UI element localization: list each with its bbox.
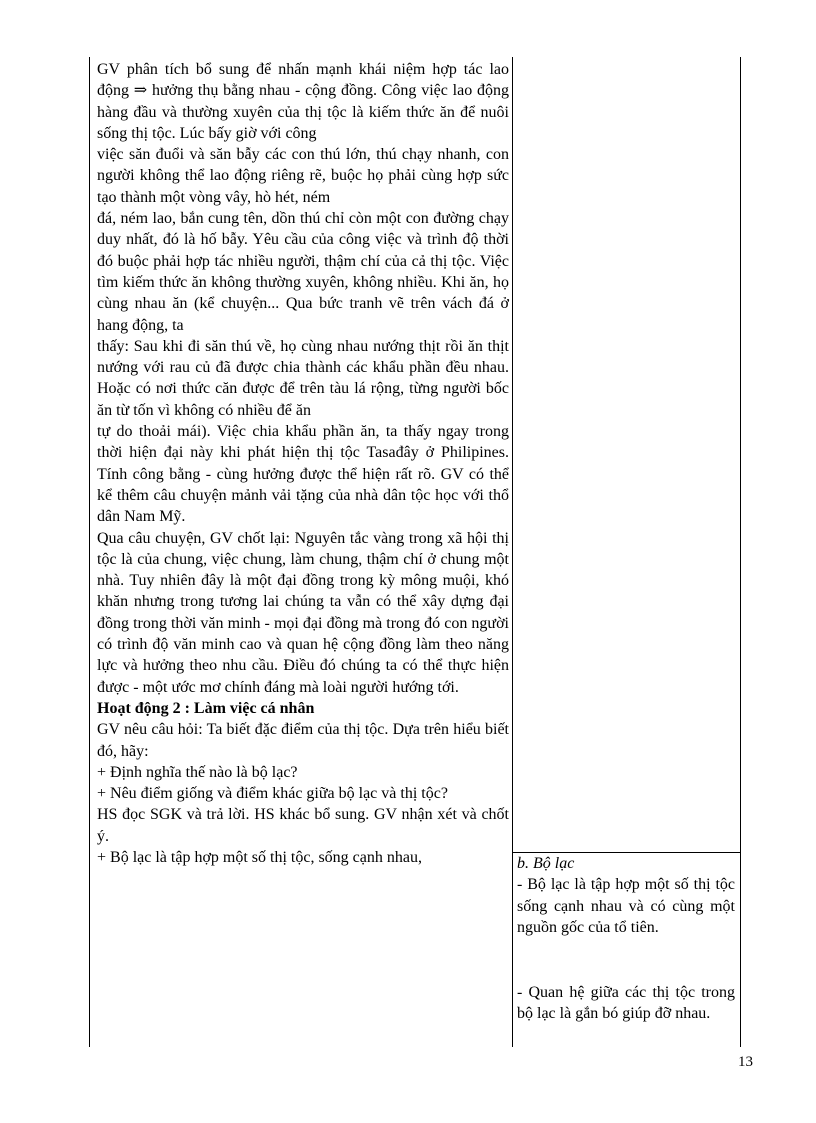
paragraph: - Bộ lạc là tập hợp một số thị tộc sống cạnh nhau và có cùng một nguồn gốc của tổ tiên. xyxy=(517,876,735,936)
section-heading: b. Bộ lạc xyxy=(517,855,575,872)
paragraph: việc săn đuổi và săn bẫy các con thú lớn, thú chạy nhanh, con người không thể lao động riêng rẽ, buộc họ phải cùng hợp sức tạo thành một vòng vây, hò hét, ném xyxy=(97,146,509,206)
paragraph: thấy: Sau khi đi săn thú về, họ cùng nhau nướng thịt rồi ăn thịt nướng với rau củ đã được chia thành các khẩu phần đều nhau. Hoặc có nơi thức căn được để trên tàu lá rộng, từng người bốc ăn từ tốn vì không có nhiều để ăn xyxy=(97,337,509,419)
paragraph: + Định nghĩa thế nào là bộ lạc? xyxy=(97,763,298,781)
paragraph: HS đọc SGK và trả lời. HS khác bổ sung. GV nhận xét và chốt ý. xyxy=(97,806,509,845)
paragraph: đá, ném lao, bắn cung tên, dồn thú chỉ còn một con đường chạy duy nhất, đó là hố bẫy. Yêu cầu của công việc và trình độ thời đó buộc phải hợp tác nhiều người, thậm chí của cả thị tộc. Việc tìm kiếm thức ăn không thường xuyên, không nhiều. Khi ăn, họ cùng nhau ăn (kể chuyện... Qua bức tranh vẽ trên vách đá ở hang động, ta xyxy=(97,210,509,334)
left-column xyxy=(97,59,509,868)
paragraph: GV nêu câu hỏi: Ta biết đặc điểm của thị tộc. Dựa trên hiểu biết đó, hãy: xyxy=(97,721,509,760)
activity-heading: Hoạt động 2 : Làm việc cá nhân xyxy=(97,699,315,717)
paragraph: + Bộ lạc là tập hợp một số thị tộc, sống cạnh nhau, xyxy=(97,848,422,866)
table-left-border xyxy=(89,57,90,1047)
right-column-upper xyxy=(517,853,735,938)
paragraph: - Quan hệ giữa các thị tộc trong bộ lạc là gắn bó giúp đỡ nhau. xyxy=(517,984,735,1023)
column-divider xyxy=(512,57,513,1047)
table-right-border xyxy=(740,57,741,1047)
page-number: 13 xyxy=(738,1054,753,1070)
paragraph: GV phân tích bổ sung để nhấn mạnh khái niệm hợp tác lao động ⇒ hưởng thụ bằng nhau - cộng đồng. Công việc lao động hàng đầu và thường xuyên của thị tộc là kiếm thức ăn để nuôi sống thị tộc. Lúc bấy giờ với công xyxy=(97,61,509,142)
paragraph: tự do thoải mái). Việc chia khẩu phần ăn, ta thấy ngay trong thời hiện đại này khi phát hiện thị tộc Tasađây ở Philipines. Tính công bằng - cùng hưởng được thể hiện rất rõ. GV có thể kể thêm câu chuyện mảnh vải tặng của nhà dân tộc học với thổ dân Nam Mỹ. xyxy=(97,423,509,526)
paragraph: Qua câu chuyện, GV chốt lại: Nguyên tắc vàng trong xã hội thị tộc là của chung, việc chung, làm chung, thậm chí ở chung một nhà. Tuy nhiên đây là một đại đồng trong kỳ mông muội, khó khăn nhưng trong tương lai chúng ta vẫn có thể xây dựng đại đồng trong thời văn minh - mọi đại đồng mà trong đó con người có trình độ văn minh cao và quan hệ cộng đồng làm theo năng lực và hưởng theo nhu cầu. Điều đó chúng ta có thể thực hiện được - một ước mơ chính đáng mà loài người hướng tới. xyxy=(97,529,509,696)
lesson-table xyxy=(89,57,741,1047)
paragraph: + Nêu điểm giống và điểm khác giữa bộ lạc và thị tộc? xyxy=(97,785,448,803)
right-column-lower xyxy=(517,982,735,1025)
